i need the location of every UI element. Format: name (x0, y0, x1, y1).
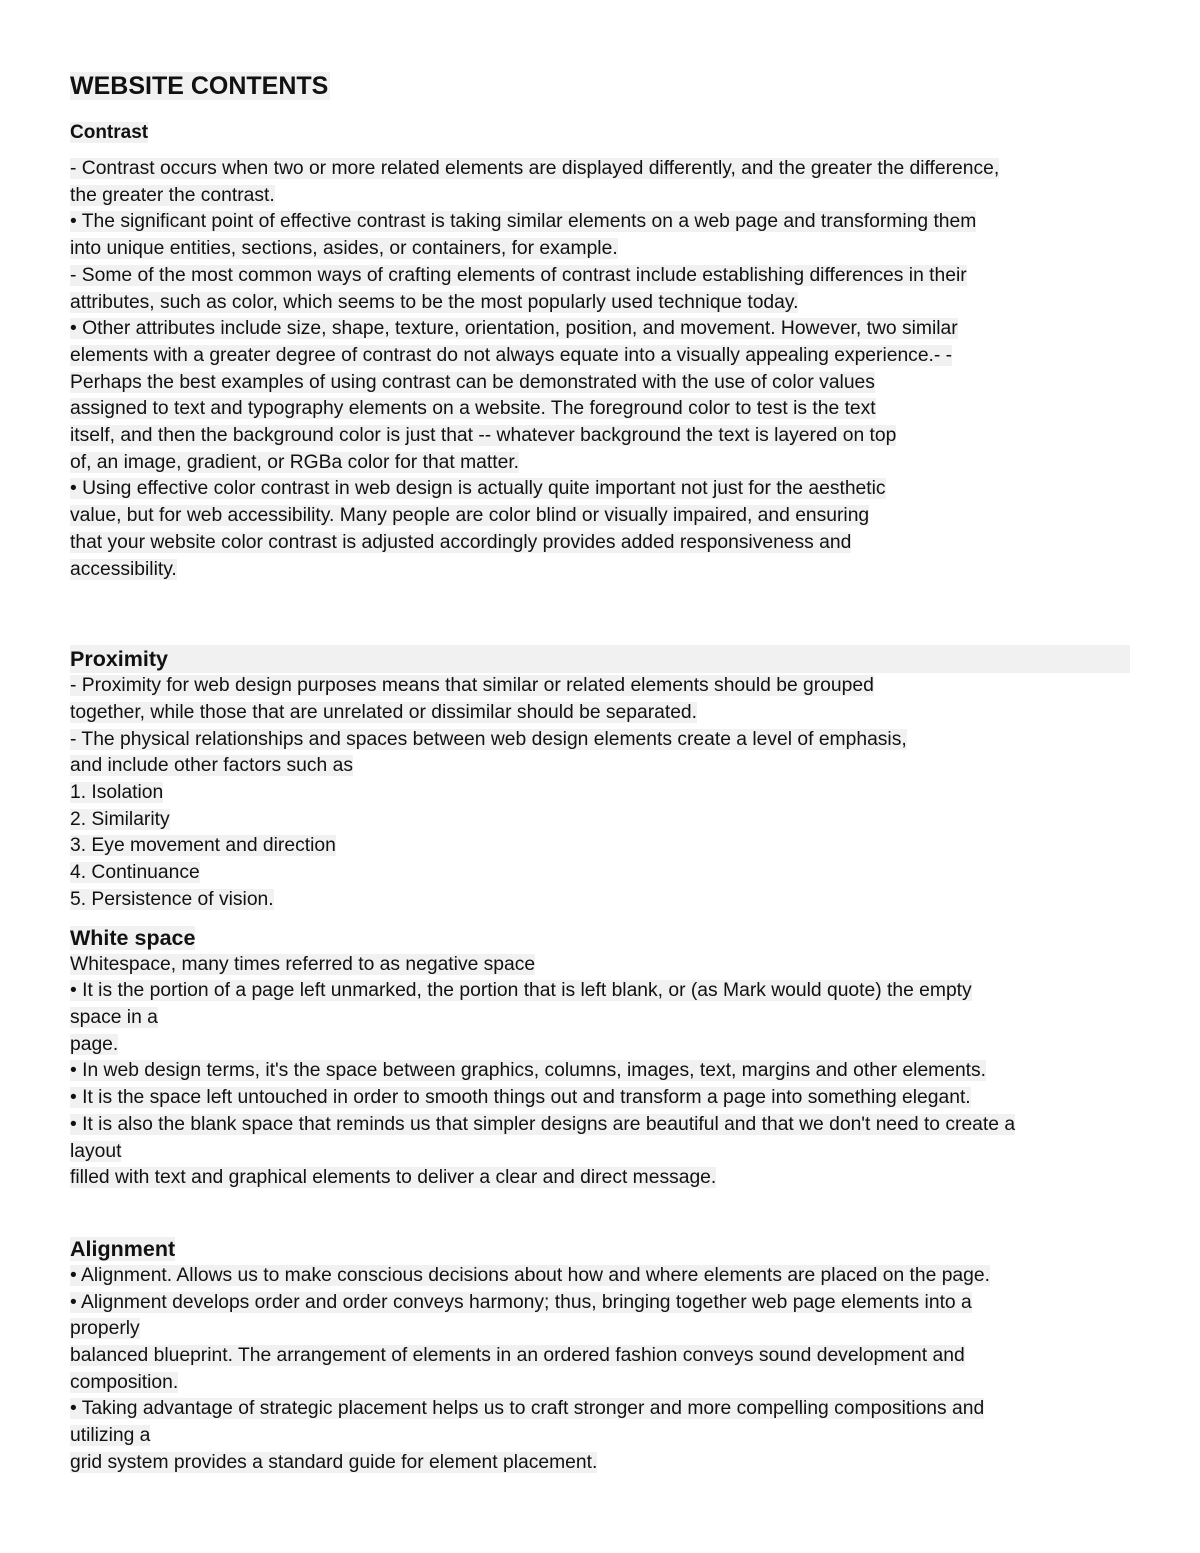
section-alignment (70, 1235, 1132, 1477)
text-line: and include other factors such as (70, 755, 353, 777)
text-line: Whitespace, many times referred to as negative space (70, 953, 536, 975)
text-line: - Some of the most common ways of crafting elements of contrast include establishing differences in their (70, 264, 967, 286)
spacer (70, 583, 1132, 645)
section-proximity (70, 645, 1132, 913)
document-title: WEBSITE CONTENTS (70, 72, 329, 100)
text-line: - Contrast occurs when two or more related elements are displayed differently, and the greater the difference, (70, 158, 1000, 179)
text-line: • Taking advantage of strategic placement helps us to craft stronger and more compelling compositions and (70, 1398, 985, 1420)
text-line: accessibility. (70, 558, 177, 580)
text-line: together, while those that are unrelated or dissimilar should be separated. (70, 701, 698, 723)
text-line: utilizing a (70, 1425, 151, 1447)
text-line: • Alignment. Allows us to make conscious decisions about how and where elements are placed on the page. (70, 1264, 990, 1286)
text-line: • It is also the blank space that reminds us that simpler designs are beautiful and that we don't need to create a (70, 1113, 1016, 1135)
text-line: that your website color contrast is adjusted accordingly provides added responsiveness and (70, 531, 852, 553)
section-heading-proximity: Proximity (70, 645, 1132, 673)
section-body-contrast (70, 156, 1132, 583)
text-line: • It is the portion of a page left unmarked, the portion that is left blank, or (as Mark would quote) the empty (70, 980, 972, 1002)
list-item: 3. Eye movement and direction (70, 835, 336, 857)
list-item: 2. Similarity (70, 808, 170, 830)
text-line: - The physical relationships and spaces between web design elements create a level of emphasis, (70, 728, 907, 750)
section-body-white-space (70, 952, 1132, 1192)
spacer (70, 1192, 1132, 1235)
section-body-proximity (70, 673, 1132, 913)
section-body-alignment (70, 1263, 1132, 1477)
text-line: into unique entities, sections, asides, or containers, for example. (70, 238, 618, 260)
document-page (70, 70, 1132, 1477)
section-contrast (70, 120, 1132, 583)
spacer (70, 914, 1132, 924)
text-line: attributes, such as color, which seems to be the most popularly used technique today. (70, 291, 799, 313)
section-heading-alignment: Alignment (70, 1236, 176, 1261)
list-item: 4. Continuance (70, 862, 200, 884)
text-line: of, an image, gradient, or RGBa color for that matter. (70, 451, 520, 473)
text-line: • It is the space left untouched in order to smooth things out and transform a page into something elegant. (70, 1087, 971, 1109)
text-line: filled with text and graphical elements to deliver a clear and direct message. (70, 1167, 717, 1189)
section-heading-white-space: White space (70, 925, 196, 950)
text-line: assigned to text and typography elements on a website. The foreground color to test is the text (70, 398, 876, 420)
text-line: value, but for web accessibility. Many people are color blind or visually impaired, and ensuring (70, 505, 870, 527)
text-line: properly (70, 1318, 140, 1340)
text-line: itself, and then the background color is just that -- whatever background the text is layered on top (70, 425, 897, 447)
text-line: Perhaps the best examples of using contrast can be demonstrated with the use of color values (70, 371, 875, 393)
text-line: - Proximity for web design purposes means that similar or related elements should be grouped (70, 675, 874, 697)
text-line: page. (70, 1033, 119, 1055)
text-line: • Using effective color contrast in web design is actually quite important not just for the aesthetic (70, 478, 886, 500)
text-line: • The significant point of effective contrast is taking similar elements on a web page and transforming them (70, 211, 977, 233)
text-line: layout (70, 1140, 122, 1162)
section-white-space (70, 924, 1132, 1192)
list-item: 1. Isolation (70, 782, 164, 804)
section-heading-contrast: Contrast (70, 122, 149, 143)
text-line: space in a (70, 1006, 158, 1028)
list-item: 5. Persistence of vision. (70, 888, 274, 910)
text-line: • Other attributes include size, shape, texture, orientation, position, and movement. However, two similar (70, 318, 958, 340)
text-line: • In web design terms, it's the space between graphics, columns, images, text, margins and other elements. (70, 1060, 987, 1082)
text-line: • Alignment develops order and order conveys harmony; thus, bringing together web page elements into a (70, 1291, 972, 1313)
text-line: the greater the contrast. (70, 184, 275, 206)
text-line: elements with a greater degree of contrast do not always equate into a visually appealing experience.- - (70, 344, 953, 366)
text-line: grid system provides a standard guide for element placement. (70, 1451, 598, 1473)
text-line: balanced blueprint. The arrangement of elements in an ordered fashion conveys sound development and (70, 1345, 965, 1367)
text-line: composition. (70, 1371, 179, 1393)
